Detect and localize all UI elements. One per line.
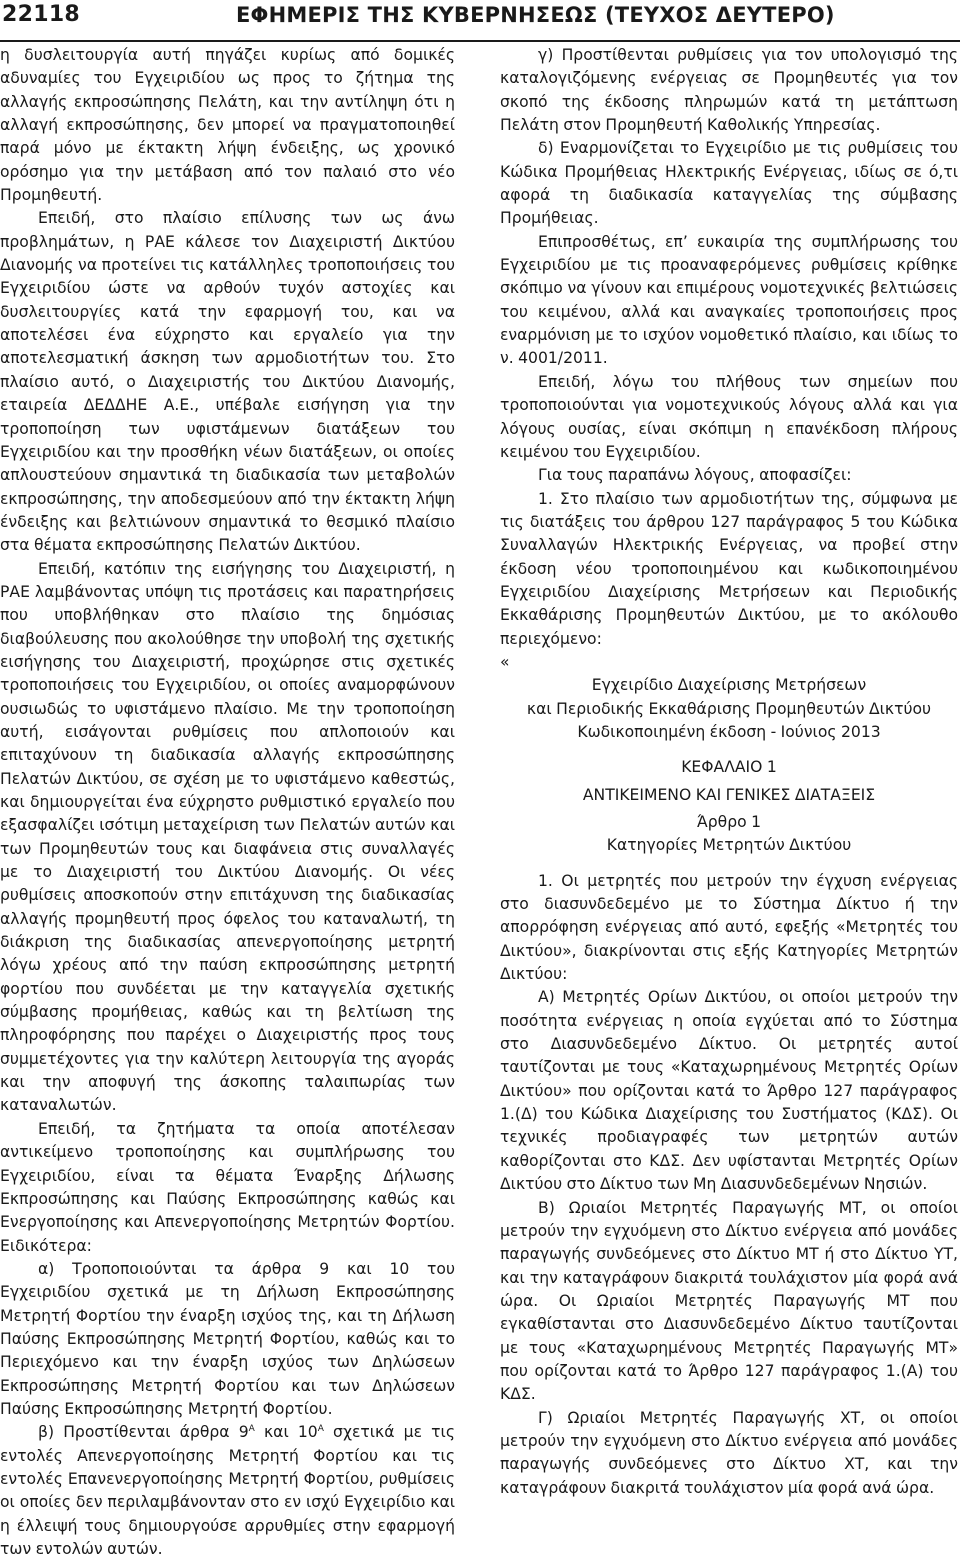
paragraph: η δυσλειτουργία αυτή πηγάζει κυρίως από δομικές αδυναμίες του Εγχειριδίου ως προς το ζήτημα της αλλαγής εκπροσώπησης Πελάτη, και την αντίληψη ότι η αλλαγή εκπροσώπησης, δεν μπορεί να πραγματοποιηθεί παρά μόνο με έκτακτη λήψη ένδειξης, ως χρονικό ορόσημο για την μετάβαση από τον παλαιό στο νέο Προμηθευτή. [0,46,455,205]
paragraph: 1. Στο πλαίσιο των αρμοδιοτήτων της, σύμφωνα με τις διατάξεις του άρθρου 127 παράγραφος 5 του Κώδικα Συναλλαγών Ηλεκτρικής Ενέργειας, να προβεί στην έκδοση νέου τροποποιημένου και κωδικοποιημένου Εγχειριδίου Διαχείρισης Μετρήσεων και Περιοδικής Εκκαθάρισης Προμηθευτών Δικτύου, με το ακόλουθο περιεχόμενο: [500,489,958,648]
chapter-heading: ΚΕΦΑΛΑΙΟ 1 [681,758,777,777]
paragraph: Α) Μετρητές Ορίων Δικτύου, οι οποίοι μετρούν την ποσότητα ενέργειας η οποία εγχύεται από το Σύστημα στο Διασυνδεδεμένο Δίκτυο. Οι μετρητές αυτοί ταυτίζονται με τους «Καταχωρημένους Μετρητές Ορίων Δικτύου» που ορίζονται κατά το Άρθρο 127 παράγραφος 1.(Δ) του Κώδικα Διαχείρισης του Συστήματος (ΚΔΣ). Οι τεχνικές προδιαγραφές των μετρητών αυτών καθορίζονται στο ΚΔΣ. Δεν υφίστανται Μετρητές Ορίων Δικτύου στο Δίκτυο των Μη Διασυνδεδεμένων Νησιών. [500,988,958,1194]
document-subtitle: και Περιοδικής Εκκαθάρισης Προμηθευτών Δικτύου [526,699,932,718]
paragraph: α) Τροποποιούνται τα άρθρα 9 και 10 του Εγχειριδίου σχετικά με τη Δήλωση Εκπροσώπησης Μετρητή Φορτίου την έναρξη ισχύος της, και τη Δήλωση Παύσης Εκπροσώπησης Μετρητή Φορτίου, καθώς και το Περιεχόμενο και την έναρξη ισχύος των Δηλώσεων Εκπροσώπησης Μετρητή Φορτίου και των Δηλώσεων Παύσης Εκπροσώπησης Μετρητή Φορτίου. [0,1259,455,1418]
paragraph: Γ) Ωριαίοι Μετρητές Παραγωγής ΧΤ, οι οποίοι μετρούν την εγχυόμενη στο Δίκτυο ενέργεια από μονάδες παραγωγής συνδεόμενες στο Δίκτυο ΧΤ, και την καταγράφουν διακριτά τουλάχιστον μία φορά ανά ώρα. [500,1408,958,1497]
document-edition: Κωδικοποιημένη έκδοση - Ιούνιος 2013 [577,722,881,741]
left-column [0,44,455,1558]
gazette-title: ΕΦΗΜΕΡΙΣ ΤΗΣ ΚΥΒΕΡΝΗΣΕΩΣ (ΤΕΥΧΟΣ ΔΕΥΤΕΡΟ) [236,3,835,27]
superscript: Α [317,1424,324,1435]
document-title: Εγχειρίδιο Διαχείρισης Μετρήσεων [591,676,867,695]
text-run: και 10 [254,1423,318,1442]
paragraph: Επειδή, τα ζητήματα τα οποία αποτέλεσαν αντικείμενο τροποποίησης και συμπλήρωσης του Εγχειριδίου, είναι τα θέματα Έναρξης Δήλωσης Εκπροσώπησης και Παύσης Εκπροσώπησης καθώς και Ενεργοποίησης και Απενεργοποίησης Μετρητών Φορτίου. Ειδικότερα: [0,1119,455,1255]
page-header [0,0,960,42]
paragraph: Επιπροσθέτως, επ’ ευκαιρία της συμπλήρωσης του Εγχειριδίου με τις προαναφερόμενες ρυθμίσεις κρίθηκε σκόπιμο να γίνουν και επιμέρους νομοτεχνικές βελτιώσεις του κειμένου, αλλά και αναγκαίες τροποποιήσεις προς εναρμόνιση με το ισχύον νομοθετικό πλαίσιο, και ιδίως το ν. 4001/2011. [500,232,958,368]
paragraph: γ) Προστίθενται ρυθμίσεις για τον υπολογισμό της καταλογιζόμενης ενέργειας σε Προμηθευτές για τον σκοπό της έκδοσης πληρωμών κατά τη μετάπτωση Πελάτη στον Προμηθευτή Καθολικής Υπηρεσίας. [500,46,958,135]
page-number: 22118 [2,2,81,27]
text-run: σχετικά με τις εντολές Απενεργοποίησης Μετρητή Φορτίου και τις εντολές Επανενεργοποίησης Μετρητή Φορτίου, ρυθμίσεις οι οποίες δεν περιλαμβάνονταν στο εν ισχύ Εγχειρίδιο και η έλλειψή τους δημιουργούσε αρρυθμίες στην εφαρμογή των εντολών αυτών. [0,1423,455,1558]
paragraph: 1. Οι μετρητές που μετρούν την έγχυση ενέργειας στο διασυνδεδεμένο με το Σύστημα Δίκτυο ή την απορρόφηση ενέργειας από αυτό, εφεξής «Μετρητές του Δικτύου», διακρίνονται στις εξής Κατηγορίες Μετρητών Δικτύου: [500,871,958,984]
paragraph [0,1421,455,1561]
paragraph: δ) Εναρμονίζεται το Εγχειρίδιο με τις ρυθμίσεις του Κώδικα Προμήθειας Ηλεκτρικής Ενέργειας, ιδίως σε ό,τι αφορά τη διαδικασία καταγγελίας της σύμβασης Προμήθειας. [500,139,958,228]
chapter-title: ΑΝΤΙΚΕΙΜΕΝΟ ΚΑΙ ΓΕΝΙΚΕΣ ΔΙΑΤΑΞΕΙΣ [582,785,876,804]
paragraph: Για τους παραπάνω λόγους, αποφασίζει: [538,466,852,485]
quote-mark: « [500,652,510,671]
article-title: Κατηγορίες Μετρητών Δικτύου [606,836,852,855]
right-column [500,44,958,1497]
paragraph: Επειδή, κατόπιν της εισήγησης του Διαχειριστή, η ΡΑΕ λαμβάνοντας υπόψη τις προτάσεις και παρατηρήσεις που υποβλήθηκαν στο πλαίσιο της δημόσιας διαβούλευσης που ακολούθησε την υποβολή της σχετικής εισήγησης του Διαχειριστή, προχώρησε στις σχετικές τροποποιήσεις του Εγχειριδίου, οι οποίες αναμορφώνουν ουσιωδώς το υφιστάμενο πλαίσιο. Με την τροποποίηση αυτή, εισάγονται ρυθμίσεις που απλοποιούν και επιταχύνουν τη διαδικασία αλλαγής εκπροσώπησης Πελατών Δικτύου, σε σχέση με το υφιστάμενο καθεστώς, και δημιουργείται ένα εύχρηστο ρυθμιστικό εργαλείο που εξασφαλίζει ισότιμη μεταχείριση των Πελατών αυτών και των Προμηθευτών τους και διαφάνεια στις συναλλαγές με το Διαχειριστή του Δικτύου Διανομής. Οι νέες ρυθμίσεις αποσκοπούν στην επιτάχυνση της διαδικασίας αλλαγής προμηθευτή προς όφελος του καταναλωτή, τη διάκριση της διαδικασίας απενεργοποίησης μετρητή λόγω χρέους από την παύση εκπροσώπησης μετρητή φορτίου που συνδέεται με την καταγγελία σχετικής σύμβασης προμήθειας, καθώς και τη βελτίωση της πληροφόρησης που παρέχει ο Διαχειριστής προς τους συμμετέχοντες για την καλύτερη λειτουργία της αγοράς και την αποφυγή της άσκοπης ταλαιπωρίας των καταναλωτών. [0,559,455,1115]
superscript: Α [248,1424,255,1435]
paragraph: Β) Ωριαίοι Μετρητές Παραγωγής ΜΤ, οι οποίοι μετρούν την εγχυόμενη στο Δίκτυο ενέργεια από μονάδες παραγωγής συνδεόμενες στο Δίκτυο ΜΤ ή στο Δίκτυο ΥΤ, και την καταγράφουν διακριτά τουλάχιστον μία φορά ανά ώρα. Οι Ωριαίοι Μετρητές Παραγωγής ΜΤ που εγκαθίστανται στο Διασυνδεδεμένο Δίκτυο ταυτίζονται με τους «Καταχωρημένους Μετρητές Παραγωγής ΜΤ» που ορίζονται κατά το Άρθρο 127 παράγραφος 1.(Α) του ΚΔΣ. [500,1198,958,1404]
paragraph: Επειδή, λόγω του πλήθους των σημείων που τροποποιούνται για νομοτεχνικούς λόγους αλλά και για λόγους ουσίας, είναι σκόπιμη η επανέκδοση πλήρους κειμένου του Εγχειριδίου. [500,372,958,461]
text-run: β) Προστίθενται άρθρα 9 [38,1423,249,1442]
article-heading: Άρθρο 1 [696,813,762,831]
paragraph: Επειδή, στο πλαίσιο επίλυσης των ως άνω προβλημάτων, η ΡΑΕ κάλεσε τον Διαχειριστή Δικτύου Διανομής να προτείνει τις κατάλληλες τροποποιήσεις του Εγχειριδίου ώστε να αρθούν τυχόν αστοχίες και δυσλειτουργίες κατά την εφαρμογή του, και να αποτελέσει ένα εύχρηστο και εργαλείο για την αποτελεσματική άσκηση των αρμοδιοτήτων του. Στο πλαίσιο αυτό, ο Διαχειριστής του Δικτύου Διανομής, εταιρεία ΔΕΔΔΗΕ Α.Ε., υπέβαλε εισήγηση για την τροποποίηση των υφιστάμενων διατάξεων του Εγχειριδίου και την προσθήκη νέων διατάξεων, οι οποίες απλουστεύουν σημαντικά τη διαδικασία των μεταβολών εκπροσώπησης, την αποδεσμεύουν από την έκτακτη λήψη ένδειξης και βελτιώνουν σημαντικά το θεσμικό πλαίσιο στα θέματα εκπροσώπησης Πελατών Δικτύου. [0,209,455,555]
